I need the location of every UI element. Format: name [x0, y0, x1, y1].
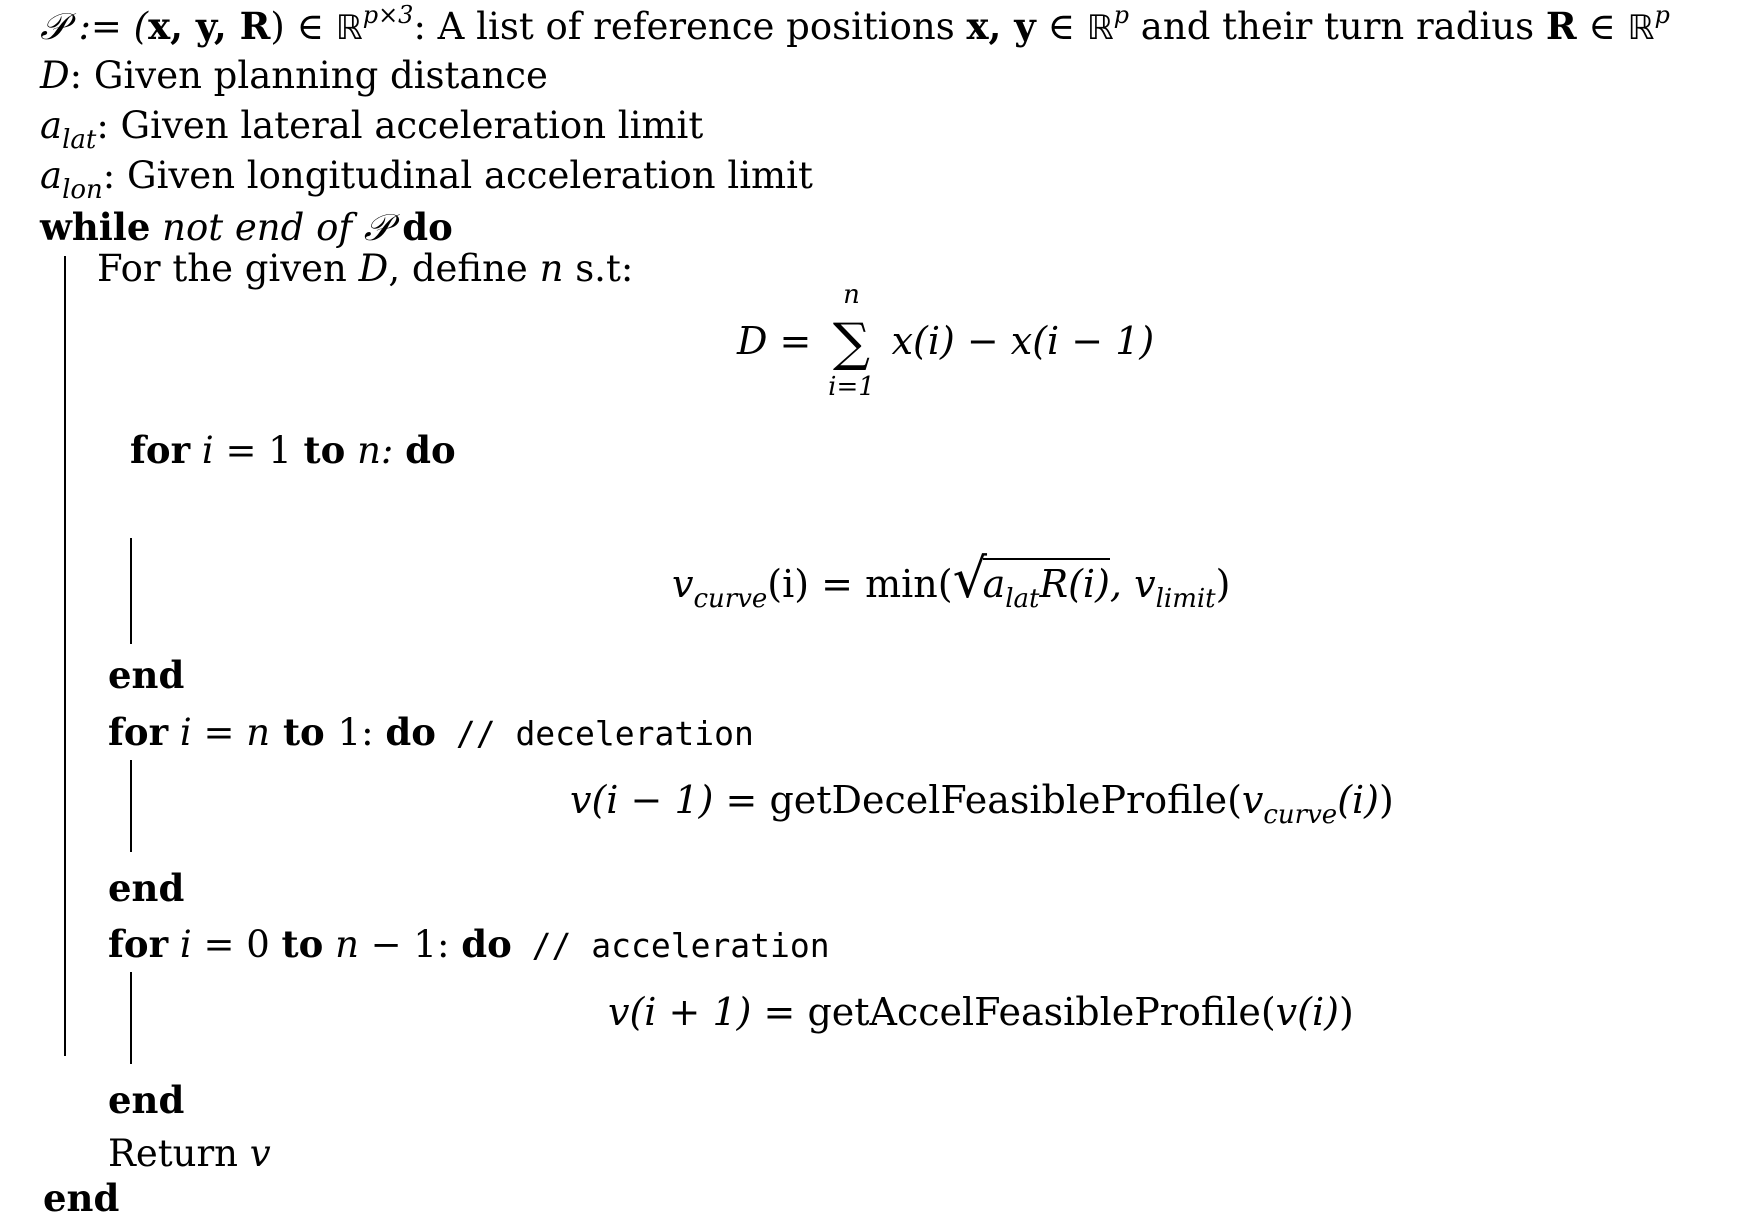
define-d: D — [358, 247, 389, 290]
loop2-eq: = — [191, 711, 247, 754]
d-symbol: D — [40, 54, 70, 97]
input-d-definition — [40, 54, 548, 98]
d-description: : Given planning distance — [69, 54, 548, 97]
vcurve-v: v — [672, 562, 694, 606]
kw-do-3: do — [461, 922, 512, 966]
alat-subscript: lat — [62, 125, 97, 155]
loop1-body-bar — [130, 538, 132, 644]
decel-equation — [570, 778, 1394, 830]
kw-to-1: to — [303, 428, 346, 472]
sqrt-body — [982, 558, 1110, 614]
sqrt-group — [952, 547, 1110, 614]
kw-do-2: do — [385, 710, 436, 754]
p-in-2: ∈ — [1035, 5, 1087, 48]
input-p-definition — [40, 1, 1670, 50]
sum-upper-limit: n — [843, 279, 860, 310]
alat-description: : Given lateral acceleration limit — [96, 104, 704, 147]
loop3-body-bar — [130, 972, 132, 1064]
decel-close: ) — [1379, 778, 1394, 822]
sum-lhs: D = — [737, 319, 824, 363]
vlimit-v: , v — [1109, 562, 1156, 606]
vcurve-close: ) — [1215, 562, 1231, 606]
alon-subscript: lon — [62, 175, 103, 205]
vlimit-sub: limit — [1155, 584, 1216, 614]
loop1-colon: : — [380, 429, 406, 472]
vcurve-arg: (i) = min( — [767, 562, 953, 606]
sum-lower-limit: i=1 — [828, 371, 875, 402]
while-condition: not end of 𝒫 — [162, 206, 391, 249]
p-dim-2: p — [1113, 1, 1130, 29]
input-alat-definition — [40, 104, 704, 155]
define-n: n — [539, 247, 564, 290]
kw-do-1: do — [405, 428, 456, 472]
define-text-c: s.t: — [563, 247, 634, 290]
p-in: ) ∈ — [270, 5, 336, 48]
loop3-start: = 0 — [191, 923, 282, 966]
kw-for-3: for — [108, 922, 169, 966]
return-line — [108, 1132, 271, 1176]
kw-do: do — [402, 205, 453, 249]
loop3-n: n — [323, 923, 359, 966]
p-prefix: 𝒫 := ( — [40, 5, 149, 48]
sqrt-r: R(i) — [1039, 562, 1110, 606]
p-desc-b: and their turn radius — [1129, 5, 1546, 48]
loop2-body-bar — [130, 760, 132, 852]
sqrt-sub: lat — [1005, 584, 1040, 614]
sigma-group — [823, 279, 879, 402]
for-loop-3-end: end — [108, 1078, 185, 1122]
while-body-bar — [64, 256, 66, 1056]
p-in-3: ∈ — [1576, 5, 1628, 48]
kw-to-2: to — [270, 710, 338, 754]
loop2-end: 1: — [337, 711, 386, 754]
for-loop-2-header — [108, 710, 754, 756]
define-text-a: For the given — [97, 247, 359, 290]
alon-symbol: a — [40, 154, 63, 197]
while-end: end — [43, 1176, 120, 1220]
alat-symbol: a — [40, 104, 63, 147]
decel-func: getDecelFeasibleProfile( — [769, 778, 1242, 822]
decel-lhs: v(i − 1) = — [570, 778, 770, 822]
for-loop-1-end: end — [108, 653, 185, 697]
return-text: Return — [108, 1132, 250, 1175]
vcurve-equation — [672, 547, 1231, 614]
while-header — [40, 205, 453, 250]
for-loop-3-header — [108, 922, 830, 968]
loop2-var: i — [168, 711, 192, 754]
real-set-symbol-3: ℝ — [1627, 8, 1655, 48]
accel-lhs: v(i + 1) = — [608, 990, 808, 1034]
p-desc-a: : A list of reference positions — [413, 5, 967, 48]
decel-arg-v: v — [1241, 778, 1264, 822]
accel-arg: v(i) — [1275, 990, 1339, 1034]
decel-arg-sub: curve — [1263, 800, 1338, 830]
vcurve-sub: curve — [693, 584, 768, 614]
sigma-symbol: ∑ — [832, 312, 871, 373]
loop1-start: = 1 — [213, 429, 304, 472]
kw-for-1: for — [130, 428, 191, 472]
return-var: v — [249, 1132, 271, 1175]
loop1-end: n — [345, 429, 381, 472]
accel-func: getAccelFeasibleProfile( — [807, 990, 1276, 1034]
accel-equation — [608, 990, 1354, 1034]
for-loop-1-header — [130, 428, 456, 473]
accel-close: ) — [1338, 990, 1354, 1034]
p-bold-vars: x, y, R — [148, 4, 271, 48]
loop3-end: − 1: — [358, 923, 462, 966]
p-dim-3: p — [1654, 1, 1670, 29]
define-n-line — [97, 247, 633, 291]
kw-for-2: for — [108, 710, 169, 754]
for-loop-2-end: end — [108, 866, 185, 910]
sum-rhs: x(i) − x(i − 1) — [891, 319, 1155, 363]
real-set-symbol: ℝ — [335, 8, 363, 48]
kw-while: while — [40, 205, 151, 249]
loop3-var: i — [168, 923, 192, 966]
comment-deceleration: // deceleration — [435, 714, 754, 753]
input-alon-definition — [40, 154, 813, 205]
xy-bold: x, y — [966, 4, 1036, 48]
alon-description: : Given longitudinal acceleration limit — [102, 154, 813, 197]
sqrt-symbol: √ — [952, 547, 987, 610]
loop2-n: n — [246, 711, 271, 754]
sqrt-a: a — [982, 562, 1006, 606]
define-text-b: , define — [388, 247, 540, 290]
p-dim: p×3 — [362, 1, 414, 29]
decel-arg-i: (i) — [1337, 778, 1379, 822]
summation-equation — [737, 279, 1155, 402]
comment-acceleration: // acceleration — [511, 926, 830, 965]
kw-to-3: to — [281, 922, 324, 966]
real-set-symbol-2: ℝ — [1086, 8, 1114, 48]
r-bold: R — [1545, 4, 1577, 48]
loop1-var: i — [190, 429, 214, 472]
